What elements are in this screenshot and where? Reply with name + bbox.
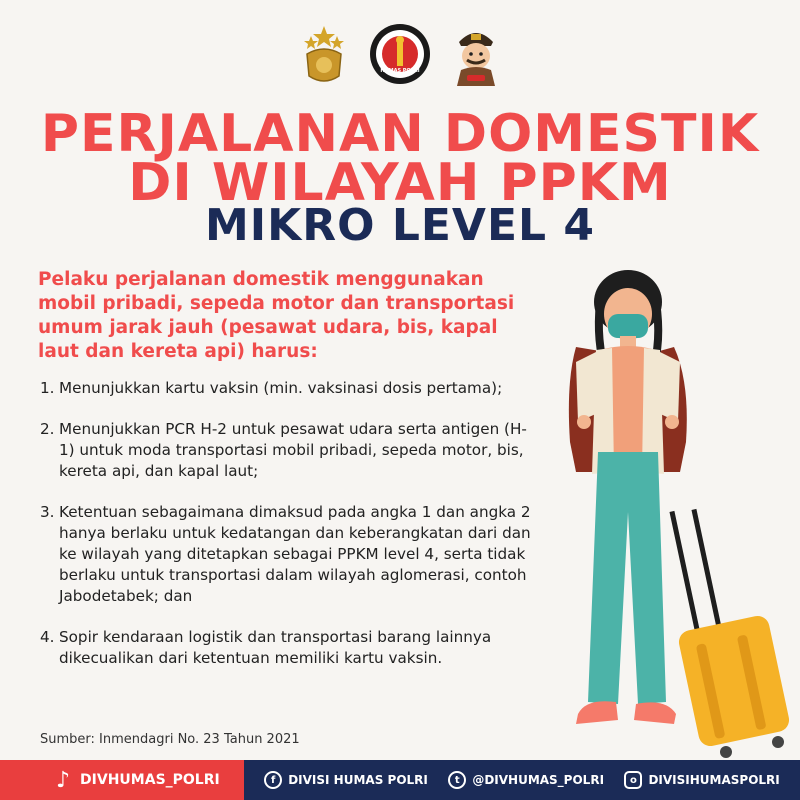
twitter-handle: @DIVHUMAS_POLRI (472, 773, 605, 787)
requirements-list (40, 378, 540, 689)
title-line-1: PERJALANAN DOMESTIK (40, 104, 760, 164)
list-item (40, 378, 540, 399)
list-item-number: 3. (40, 503, 55, 521)
list-item-number: 1. (40, 379, 55, 397)
list-item-number: 2. (40, 420, 55, 438)
list-item-number: 4. (40, 628, 55, 646)
title-line-3: MIKRO LEVEL 4 (204, 200, 596, 251)
list-item (40, 502, 540, 607)
tiktok-icon: ♪ (56, 767, 71, 793)
instagram-handle: DIVISIHUMASPOLRI (648, 773, 780, 787)
intro-paragraph: Pelaku perjalanan domestik menggunakan mobil pribadi, sepeda motor dan transportasi umum jarak jauh (pesawat udara, bis, kapal laut dan kereta api) harus: (38, 269, 515, 362)
facebook-handle: DIVISI HUMAS POLRI (288, 773, 428, 787)
list-item-text: Menunjukkan kartu vaksin (min. vaksinasi dosis pertama); (59, 379, 503, 397)
footer-tiktok[interactable] (0, 760, 244, 800)
facebook-icon: f (264, 771, 282, 789)
humas-polri-logo (369, 20, 431, 88)
footer-facebook[interactable] (264, 771, 428, 789)
list-item-text: Menunjukkan PCR H-2 untuk pesawat udara serta antigen (H-1) untuk moda transportasi mobil pribadi, sepeda motor, bis, kereta api, dan kapal laut; (59, 420, 527, 480)
list-item-text: Sopir kendaraan logistik dan transportasi barang lainnya dikecualikan dari ketentuan memiliki kartu vaksin. (59, 628, 492, 667)
footer-twitter[interactable] (448, 771, 604, 789)
tiktok-handle: DIVHUMAS_POLRI (80, 772, 220, 788)
title-line-2: DI WILAYAH PPKM (128, 153, 672, 213)
humas-badge-text: HUMAS POLRI (380, 68, 420, 74)
traveler-illustration (556, 262, 800, 762)
footer-bar (0, 760, 800, 800)
instagram-icon: o (624, 771, 642, 789)
twitter-icon: t (448, 771, 466, 789)
footer-instagram[interactable] (624, 771, 779, 789)
list-item (40, 419, 540, 482)
police-mascot-logo (445, 20, 507, 88)
logo-row (0, 20, 800, 88)
source-citation: Sumber: Inmendagri No. 23 Tahun 2021 (40, 732, 300, 747)
list-item (40, 627, 540, 669)
police-emblem-logo (293, 20, 355, 88)
list-item-text: Ketentuan sebagaimana dimaksud pada angka 1 dan angka 2 hanya berlaku untuk kedatangan dan keberangkatan dari dan ke wilayah yang ditetapkan sebagai PPKM level 4, serta tidak berlaku untuk transportasi dalam wilayah aglomerasi, contoh Jabodetabek; dan (59, 503, 531, 605)
footer-socials (244, 760, 800, 800)
